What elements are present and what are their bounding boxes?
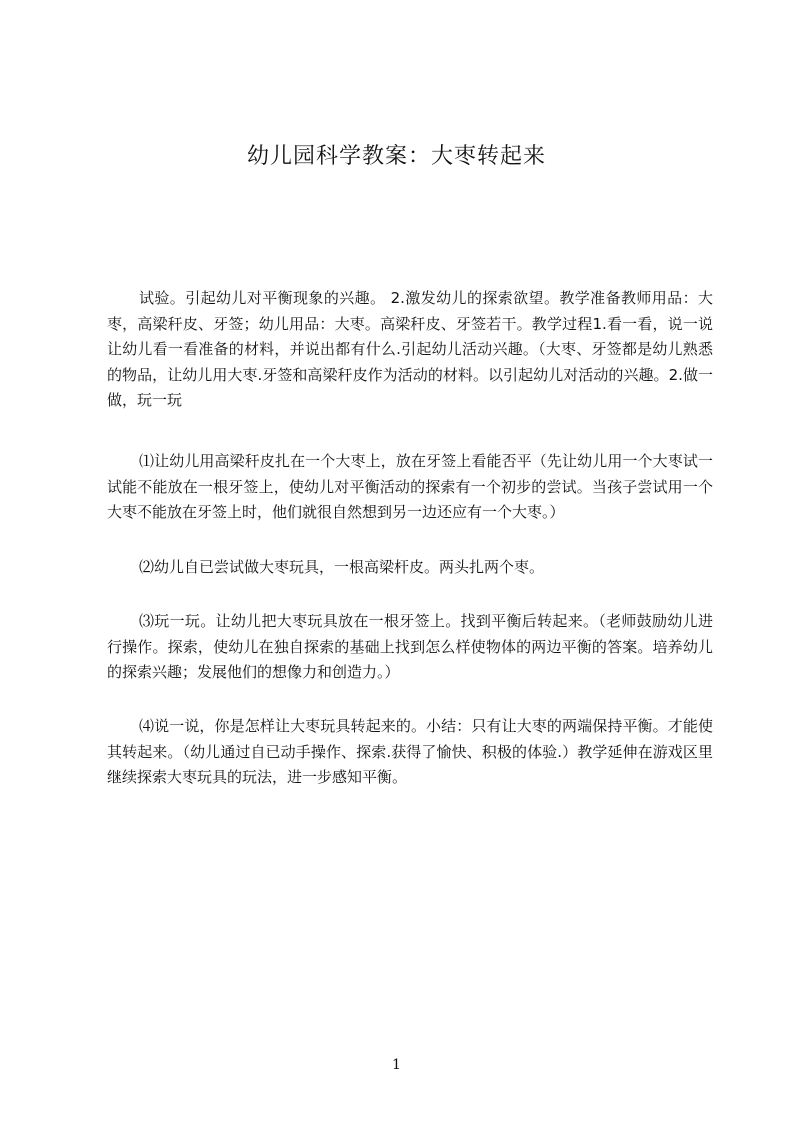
paragraph-step-2: ⑵幼儿自已尝试做大枣玩具，一根高梁杆皮。两头扎两个枣。	[139, 558, 545, 576]
paragraph-step-1: ⑴让幼儿用高梁秆皮扎在一个大枣上，放在牙签上看能否平（先让幼儿用一个大枣试一试能不能放在一根牙签上，使幼儿对平衡活动的探索有一个初步的尝试。当孩子尝试用一个大枣不能放在牙签上时，他们就很自然想到另一边还应有一个大枣。）	[107, 452, 713, 521]
document-title: 幼儿园科学教案：大枣转起来	[246, 144, 546, 169]
paragraph-step-3: ⑶玩一玩。让幼儿把大枣玩具放在一根牙签上。找到平衡后转起来。（老师鼓励幼儿进行操作。探索，使幼儿在独自探索的基础上找到怎么样使物体的两边平衡的答案。培养幼儿的探索兴趣；发展他们的想像力和创造力。）	[107, 612, 713, 681]
paragraph-step-4: ⑷说一说，你是怎样让大枣玩具转起来的。小结：只有让大枣的两端保持平衡。才能使其转起来。（幼儿通过自已动手操作、探索.获得了愉快、积极的体验.）教学延伸在游戏区里继续探索大枣玩具的玩法，进一步感知平衡。	[107, 717, 713, 786]
paragraph-intro: 试验。引起幼儿对平衡现象的兴趣。 2.激发幼儿的探索欲望。教学准备教师用品：大枣，高梁秆皮、牙签；幼儿用品：大枣。高梁秆皮、牙签若干。教学过程1.看一看，说一说让幼儿看一看准备的材料，并说出都有什么.引起幼儿活动兴趣。（大枣、牙签都是幼儿熟悉的物品，让幼儿用大枣.牙签和高梁秆皮作为活动的材料。以引起幼儿对活动的兴趣。2.做一做，玩一玩	[107, 289, 713, 409]
page-number: 1	[392, 1057, 401, 1073]
